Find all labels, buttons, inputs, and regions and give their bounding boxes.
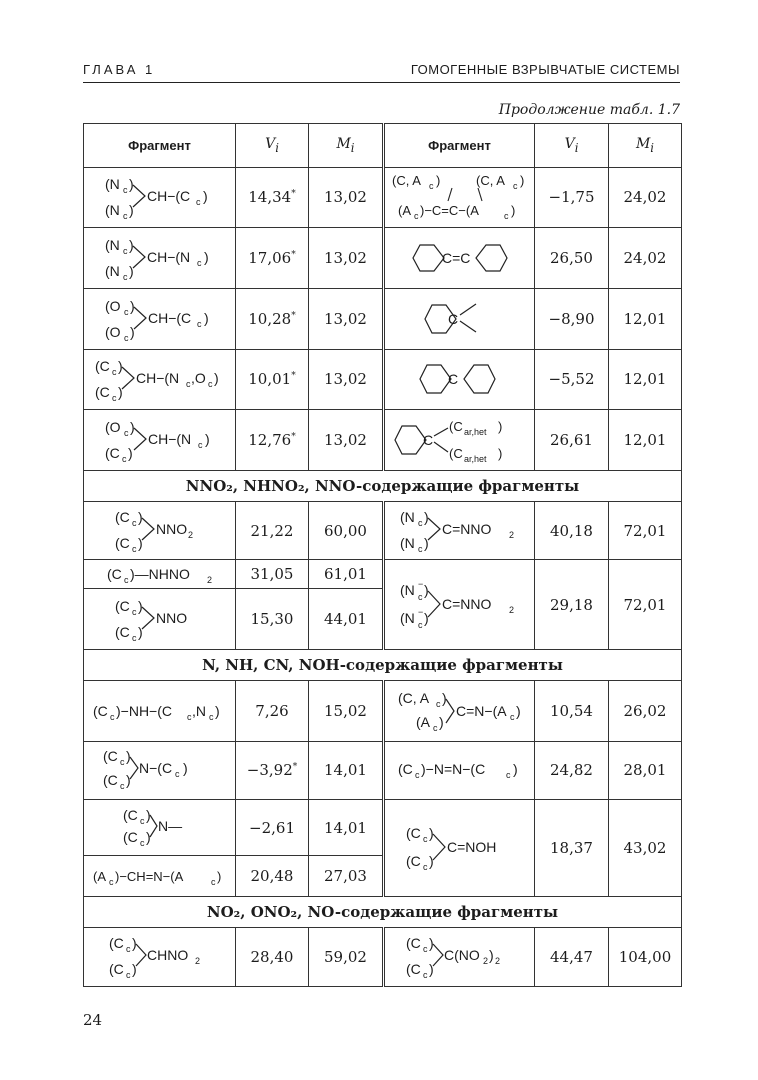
svg-text:c: c bbox=[186, 712, 191, 723]
table-row bbox=[84, 799, 682, 856]
fragment-structure bbox=[384, 799, 535, 896]
vi-value: 20,48 bbox=[236, 856, 309, 896]
vi-value: 10,54 bbox=[535, 681, 609, 742]
svg-text:−: − bbox=[417, 578, 423, 589]
svg-text:N—: N— bbox=[157, 817, 182, 834]
svg-text:(C: (C bbox=[114, 598, 130, 615]
svg-text:CHNO: CHNO bbox=[146, 947, 188, 964]
svg-text:(N: (N bbox=[399, 581, 415, 598]
svg-text:c: c bbox=[414, 770, 419, 781]
mi-value: 14,01 bbox=[309, 799, 384, 856]
fragment-structure bbox=[84, 681, 236, 742]
svg-text:c: c bbox=[417, 543, 422, 554]
svg-text:(C, A: (C, A bbox=[391, 173, 421, 189]
vi-value: −2,61 bbox=[236, 799, 309, 856]
chapter-title: ГОМОГЕННЫЕ ВЗРЫВЧАТЫЕ СИСТЕМЫ bbox=[410, 62, 680, 77]
svg-text:c: c bbox=[195, 197, 200, 208]
vi-value: −5,52 bbox=[535, 349, 609, 410]
mi-value: 13,02 bbox=[309, 167, 384, 228]
svg-text:c: c bbox=[122, 272, 127, 283]
svg-text:C(NO: C(NO bbox=[443, 947, 480, 964]
svg-text:C=C: C=C bbox=[441, 250, 470, 267]
svg-text:): ) bbox=[438, 714, 444, 731]
vi-value: −8,90 bbox=[535, 288, 609, 349]
section-title: N, NH, CN, NOH-содержащие фрагменты bbox=[84, 650, 682, 681]
fragment-structure bbox=[84, 228, 236, 289]
svg-text:c: c bbox=[174, 769, 179, 780]
mi-value: 13,02 bbox=[309, 288, 384, 349]
mi-value: 24,02 bbox=[609, 167, 682, 228]
svg-text:2: 2 bbox=[187, 529, 193, 540]
svg-text:c: c bbox=[428, 181, 433, 192]
svg-text:−: − bbox=[417, 606, 423, 617]
svg-text:): ) bbox=[125, 748, 131, 765]
svg-text:(C: (C bbox=[102, 748, 118, 765]
svg-text:2: 2 bbox=[482, 956, 488, 967]
section-row bbox=[84, 896, 682, 927]
svg-text:C=NNO: C=NNO bbox=[441, 520, 491, 537]
svg-text:): ) bbox=[488, 947, 494, 964]
svg-text:): ) bbox=[145, 806, 151, 823]
section-row bbox=[84, 650, 682, 681]
svg-text:(C: (C bbox=[92, 703, 108, 720]
vi-value: 15,30 bbox=[236, 589, 309, 650]
svg-text:2: 2 bbox=[494, 956, 500, 967]
svg-text:(N: (N bbox=[104, 176, 120, 193]
svg-text:c: c bbox=[119, 781, 124, 792]
svg-text:(N: (N bbox=[104, 237, 120, 254]
section-title: NO₂, ONO₂, NO-содержащие фрагменты bbox=[84, 896, 682, 927]
table-row bbox=[84, 742, 682, 800]
svg-text:c: c bbox=[131, 543, 136, 554]
svg-text:): ) bbox=[128, 202, 134, 219]
svg-text:): ) bbox=[512, 761, 518, 778]
mi-value: 13,02 bbox=[309, 228, 384, 289]
svg-text:c: c bbox=[121, 454, 126, 465]
svg-text:)−C=C−(A: )−C=C−(A bbox=[419, 203, 479, 219]
svg-text:(C: (C bbox=[106, 566, 122, 583]
svg-text:)—NHNO: )—NHNO bbox=[129, 566, 190, 583]
fragment-structure bbox=[84, 742, 236, 800]
svg-text:ar,het: ar,het bbox=[463, 427, 487, 438]
table-header-row bbox=[84, 124, 682, 168]
svg-text:c: c bbox=[422, 861, 427, 872]
svg-text:): ) bbox=[203, 309, 209, 326]
chapter-label: ГЛАВА 1 bbox=[83, 62, 156, 77]
vi-value: 28,40 bbox=[236, 928, 309, 987]
svg-text:(C: (C bbox=[102, 772, 118, 789]
svg-text:(C: (C bbox=[108, 961, 124, 978]
svg-text:): ) bbox=[137, 624, 143, 641]
mi-value: 104,00 bbox=[609, 928, 682, 987]
fragment-structure bbox=[84, 167, 236, 228]
svg-text:): ) bbox=[213, 370, 219, 387]
svg-text:): ) bbox=[441, 690, 447, 707]
vi-value: 26,50 bbox=[535, 228, 609, 289]
svg-text:): ) bbox=[428, 935, 434, 952]
fragment-structure bbox=[84, 799, 236, 856]
mi-value: 12,01 bbox=[609, 410, 682, 471]
svg-text:c: c bbox=[131, 633, 136, 644]
svg-text:): ) bbox=[131, 961, 137, 978]
mi-value: 12,01 bbox=[609, 288, 682, 349]
svg-text:c: c bbox=[207, 379, 212, 390]
svg-text:): ) bbox=[137, 534, 143, 551]
table-row bbox=[84, 681, 682, 742]
svg-text:c: c bbox=[125, 970, 130, 981]
svg-text:c: c bbox=[422, 944, 427, 955]
vi-value: 7,26 bbox=[236, 681, 309, 742]
fragment-structure bbox=[384, 167, 535, 228]
svg-text:): ) bbox=[129, 419, 135, 436]
svg-text:C=N−(A: C=N−(A bbox=[455, 703, 507, 720]
svg-text:): ) bbox=[129, 297, 135, 314]
section-title: NNO₂, NHNO₂, NNO-содержащие фрагменты bbox=[84, 471, 682, 502]
mi-value: 12,01 bbox=[609, 349, 682, 410]
svg-text:(A: (A bbox=[92, 869, 106, 885]
svg-text:): ) bbox=[125, 772, 131, 789]
svg-text:): ) bbox=[137, 598, 143, 615]
svg-text:(C, A: (C, A bbox=[397, 690, 429, 707]
svg-text:NNO: NNO bbox=[155, 610, 187, 627]
svg-text:N−(C: N−(C bbox=[138, 760, 172, 777]
table-row bbox=[84, 410, 682, 471]
svg-text:): ) bbox=[428, 824, 434, 841]
svg-text:c: c bbox=[119, 757, 124, 768]
svg-text:(N: (N bbox=[399, 609, 415, 626]
svg-text:CH−(N: CH−(N bbox=[146, 249, 190, 266]
table-row bbox=[84, 349, 682, 410]
svg-text:): ) bbox=[428, 961, 434, 978]
svg-text:): ) bbox=[423, 508, 429, 525]
svg-text:(O: (O bbox=[104, 297, 121, 314]
col-vi-right: $V_i$ bbox=[535, 124, 609, 168]
svg-text:(C, A: (C, A bbox=[475, 173, 505, 189]
svg-text:): ) bbox=[497, 419, 502, 435]
svg-text:(A: (A bbox=[397, 203, 411, 219]
col-fragment-left: Фрагмент bbox=[84, 124, 236, 168]
svg-text:): ) bbox=[202, 188, 208, 205]
svg-text:(A: (A bbox=[415, 714, 430, 731]
svg-text:): ) bbox=[131, 935, 137, 952]
vi-value: 44,47 bbox=[535, 928, 609, 987]
svg-text:): ) bbox=[428, 852, 434, 869]
svg-text:)−NH−(C: )−NH−(C bbox=[115, 703, 172, 720]
svg-text:(O: (O bbox=[104, 419, 121, 436]
svg-text:(C: (C bbox=[405, 961, 421, 978]
mi-value: 43,02 bbox=[609, 799, 682, 896]
svg-text:c: c bbox=[108, 877, 113, 888]
svg-text:c: c bbox=[417, 619, 422, 630]
fragment-structure bbox=[384, 928, 535, 987]
fragment-structure bbox=[384, 228, 535, 289]
svg-text:): ) bbox=[515, 703, 521, 720]
svg-text:c: c bbox=[417, 591, 422, 602]
svg-text:CH−(N: CH−(N bbox=[147, 431, 191, 448]
svg-text:(C: (C bbox=[405, 935, 421, 952]
svg-text:C=NOH: C=NOH bbox=[446, 838, 496, 855]
svg-text:2: 2 bbox=[206, 575, 212, 586]
svg-text:)−N=N−(C: )−N=N−(C bbox=[420, 761, 485, 778]
svg-text:C: C bbox=[447, 310, 458, 327]
svg-text:): ) bbox=[214, 703, 220, 720]
svg-text:2: 2 bbox=[508, 604, 514, 615]
svg-text:c: c bbox=[432, 723, 437, 734]
svg-text:(N: (N bbox=[399, 508, 415, 525]
fragment-table bbox=[83, 123, 682, 987]
svg-text:c: c bbox=[139, 815, 144, 826]
mi-value: 44,01 bbox=[309, 589, 384, 650]
svg-text:): ) bbox=[128, 176, 134, 193]
svg-text:c: c bbox=[208, 712, 213, 723]
svg-text:c: c bbox=[122, 185, 127, 196]
svg-text:NNO: NNO bbox=[155, 520, 187, 537]
svg-text:c: c bbox=[196, 318, 201, 329]
svg-text:): ) bbox=[203, 249, 209, 266]
svg-text:C: C bbox=[447, 371, 458, 388]
svg-text:): ) bbox=[128, 237, 134, 254]
svg-text:(C: (C bbox=[122, 828, 138, 845]
mi-value: 13,02 bbox=[309, 349, 384, 410]
svg-text:c: c bbox=[413, 211, 418, 222]
vi-value: 10,28* bbox=[236, 288, 309, 349]
table-row bbox=[84, 560, 682, 589]
svg-text:c: c bbox=[512, 181, 517, 192]
svg-text:(C: (C bbox=[114, 508, 130, 525]
vi-value: 18,37 bbox=[535, 799, 609, 896]
svg-text:): ) bbox=[423, 534, 429, 551]
svg-text:)−CH=N−(A: )−CH=N−(A bbox=[114, 869, 183, 885]
vi-value: 17,06* bbox=[236, 228, 309, 289]
col-mi-left: $M_i$ bbox=[309, 124, 384, 168]
svg-text:2: 2 bbox=[508, 529, 514, 540]
fragment-structure bbox=[84, 589, 236, 650]
fragment-structure bbox=[84, 349, 236, 410]
vi-value: −1,75 bbox=[535, 167, 609, 228]
svg-text:): ) bbox=[519, 173, 524, 189]
svg-text:): ) bbox=[129, 323, 135, 340]
svg-text:(O: (O bbox=[104, 323, 121, 340]
svg-text:(C: (C bbox=[104, 445, 120, 462]
svg-text:c: c bbox=[122, 246, 127, 257]
mi-value: 15,02 bbox=[309, 681, 384, 742]
fragment-structure bbox=[84, 410, 236, 471]
table-caption: Продолжение табл. 1.7 bbox=[498, 102, 680, 118]
svg-text:): ) bbox=[435, 173, 440, 189]
mi-value: 13,02 bbox=[309, 410, 384, 471]
svg-text:C=NNO: C=NNO bbox=[441, 595, 491, 612]
vi-value: −3,92* bbox=[236, 742, 309, 800]
svg-text:c: c bbox=[196, 258, 201, 269]
table-row bbox=[84, 928, 682, 987]
mi-value: 14,01 bbox=[309, 742, 384, 800]
fragment-structure bbox=[384, 742, 535, 800]
svg-text:(C: (C bbox=[94, 384, 110, 401]
svg-text:): ) bbox=[423, 609, 429, 626]
svg-text:): ) bbox=[182, 760, 188, 777]
svg-text:c: c bbox=[111, 393, 116, 404]
svg-text:(C: (C bbox=[448, 419, 463, 435]
col-vi-left: $V_i$ bbox=[236, 124, 309, 168]
svg-text:(C: (C bbox=[397, 761, 413, 778]
fragment-structure bbox=[384, 560, 535, 650]
mi-value: 72,01 bbox=[609, 560, 682, 650]
svg-text:): ) bbox=[216, 869, 221, 885]
svg-text:(C: (C bbox=[448, 446, 463, 462]
vi-value: 40,18 bbox=[535, 502, 609, 560]
svg-text:c: c bbox=[111, 367, 116, 378]
svg-text:(C: (C bbox=[405, 824, 421, 841]
mi-value: 27,03 bbox=[309, 856, 384, 896]
vi-value: 10,01* bbox=[236, 349, 309, 410]
fragment-structure bbox=[84, 288, 236, 349]
svg-text:c: c bbox=[123, 332, 128, 343]
vi-value: 12,76* bbox=[236, 410, 309, 471]
vi-value: 14,34* bbox=[236, 167, 309, 228]
svg-text:): ) bbox=[497, 446, 502, 462]
svg-text:c: c bbox=[131, 607, 136, 618]
mi-value: 61,01 bbox=[309, 560, 384, 589]
svg-text:(C: (C bbox=[94, 358, 110, 375]
svg-text:c: c bbox=[109, 712, 114, 723]
svg-text:2: 2 bbox=[194, 956, 200, 967]
svg-text:c: c bbox=[185, 379, 190, 390]
svg-text:c: c bbox=[422, 833, 427, 844]
svg-text:c: c bbox=[123, 575, 128, 586]
svg-text:c: c bbox=[123, 428, 128, 439]
mi-value: 72,01 bbox=[609, 502, 682, 560]
fragment-structure bbox=[384, 349, 535, 410]
svg-text:,N: ,N bbox=[191, 703, 206, 720]
fragment-structure bbox=[384, 288, 535, 349]
svg-text:): ) bbox=[423, 581, 429, 598]
svg-text:c: c bbox=[503, 211, 508, 222]
vi-value: 21,22 bbox=[236, 502, 309, 560]
col-fragment-right: Фрагмент bbox=[384, 124, 535, 168]
fragment-structure bbox=[384, 681, 535, 742]
svg-text:c: c bbox=[131, 517, 136, 528]
svg-text:c: c bbox=[509, 712, 514, 723]
vi-value: 24,82 bbox=[535, 742, 609, 800]
svg-text:c: c bbox=[417, 517, 422, 528]
table-row bbox=[84, 167, 682, 228]
svg-text:): ) bbox=[204, 431, 210, 448]
svg-text:): ) bbox=[137, 508, 143, 525]
running-head bbox=[83, 60, 680, 83]
fragment-structure bbox=[84, 560, 236, 589]
table-row bbox=[84, 502, 682, 560]
svg-text:,O: ,O bbox=[190, 370, 206, 387]
fragment-structure bbox=[84, 502, 236, 560]
svg-text:): ) bbox=[117, 358, 123, 375]
svg-text:c: c bbox=[197, 440, 202, 451]
mi-value: 59,02 bbox=[309, 928, 384, 987]
mi-value: 24,02 bbox=[609, 228, 682, 289]
svg-text:c: c bbox=[123, 306, 128, 317]
table-row bbox=[84, 288, 682, 349]
svg-text:c: c bbox=[139, 837, 144, 848]
section-row bbox=[84, 471, 682, 502]
svg-text:(C: (C bbox=[114, 534, 130, 551]
svg-text:CH−(N: CH−(N bbox=[135, 370, 179, 387]
fragment-structure bbox=[384, 410, 535, 471]
svg-text:(C: (C bbox=[405, 852, 421, 869]
svg-text:(N: (N bbox=[399, 534, 415, 551]
svg-text:c: c bbox=[122, 211, 127, 222]
svg-text:): ) bbox=[510, 203, 515, 219]
vi-value: 26,61 bbox=[535, 410, 609, 471]
svg-text:): ) bbox=[117, 384, 123, 401]
svg-text:): ) bbox=[128, 263, 134, 280]
svg-text:): ) bbox=[127, 445, 133, 462]
svg-text:ar,het: ar,het bbox=[463, 454, 487, 465]
svg-text:c: c bbox=[435, 699, 440, 710]
svg-text:CH−(C: CH−(C bbox=[146, 188, 190, 205]
svg-text:(N: (N bbox=[104, 263, 120, 280]
svg-text:c: c bbox=[505, 770, 510, 781]
svg-text:): ) bbox=[145, 828, 151, 845]
svg-text:(C: (C bbox=[114, 624, 130, 641]
mi-value: 28,01 bbox=[609, 742, 682, 800]
svg-text:(C: (C bbox=[122, 806, 138, 823]
col-mi-right: $M_i$ bbox=[609, 124, 682, 168]
svg-text:c: c bbox=[210, 877, 215, 888]
fragment-structure bbox=[84, 928, 236, 987]
table-row bbox=[84, 228, 682, 289]
svg-text:C: C bbox=[422, 432, 433, 449]
svg-text:CH−(C: CH−(C bbox=[147, 309, 191, 326]
mi-value: 26,02 bbox=[609, 681, 682, 742]
mi-value: 60,00 bbox=[309, 502, 384, 560]
fragment-structure bbox=[384, 502, 535, 560]
vi-value: 31,05 bbox=[236, 560, 309, 589]
svg-text:(C: (C bbox=[108, 935, 124, 952]
svg-text:(N: (N bbox=[104, 202, 120, 219]
svg-text:c: c bbox=[125, 944, 130, 955]
svg-text:c: c bbox=[422, 970, 427, 981]
fragment-structure bbox=[84, 856, 236, 896]
page-number: 24 bbox=[83, 1011, 103, 1029]
vi-value: 29,18 bbox=[535, 560, 609, 650]
